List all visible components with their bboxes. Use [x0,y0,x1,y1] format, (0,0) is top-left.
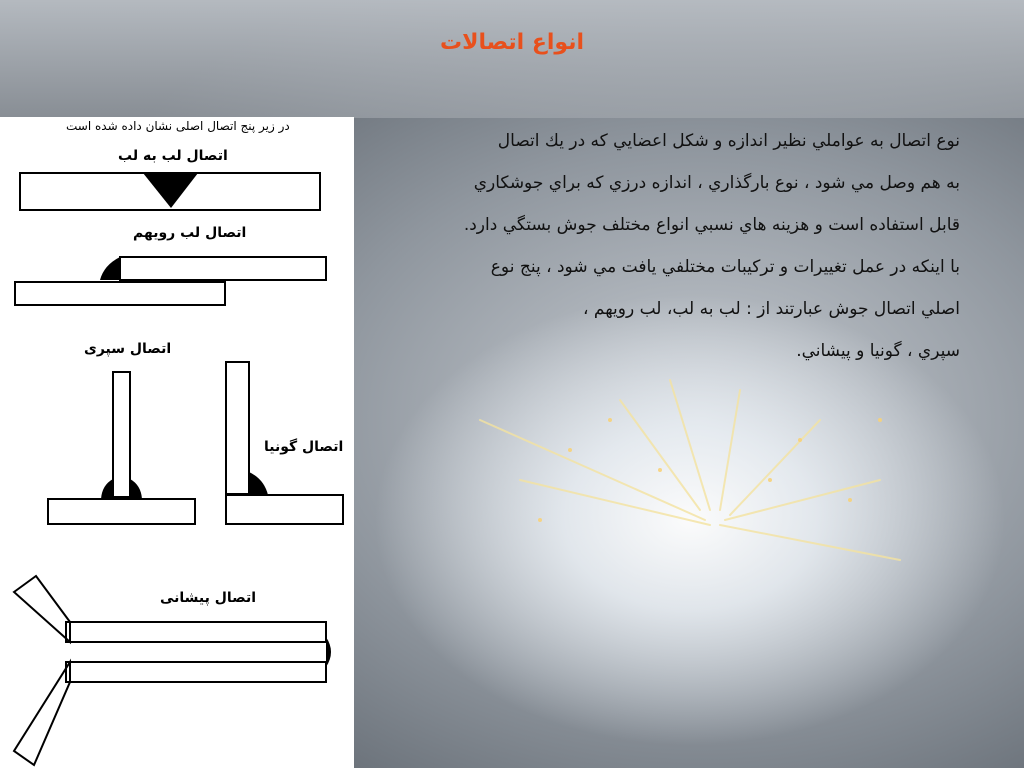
edge-joint-label: اتصال پیشانی [160,590,257,606]
edge-joint-lower-bar [66,662,326,682]
corner-joint-vertical-plate [226,362,249,494]
slide-paragraph [380,120,960,372]
slide-header-band [0,0,1024,118]
edge-joint-upper-flare [14,576,70,642]
lap-joint-lower-plate [15,282,225,305]
tee-joint-base [48,499,195,524]
lap-joint-upper-plate [120,257,326,280]
corner-joint-base [226,495,343,524]
tee-weld-bead-right [130,479,142,499]
edge-joint-upper-bar [66,622,326,642]
paragraph-line: اصلي اتصال جوش عبارتند از : لب به لب، لب رويهم ، [582,299,960,319]
paragraph-line: سپري ، گونيا و پيشاني. [796,341,960,361]
welding-sparks-background [420,360,940,620]
tee-joint-web [113,372,130,497]
lap-joint-label: اتصال لب رویهم [133,225,247,241]
paragraph-line: با اينكه در عمل تغييرات و تركيبات مختلفي يافت مي شود ، پنج نوع [490,257,960,277]
slide-title: انواع اتصالات [439,30,585,55]
butt-weld-bead [143,173,198,208]
edge-weld-bead [326,637,331,667]
butt-joint-label: اتصال لب به لب [118,148,228,164]
tee-joint-label: اتصال سپری [84,341,172,357]
weld-joint-types-figure [0,117,354,768]
edge-joint-lower-flare [14,662,70,765]
corner-joint-label: اتصال گونیا [264,439,344,455]
paragraph-line: به هم وصل مي شود ، نوع بارگذاري ، اندازه درزي كه براي جوشكاري [473,173,960,193]
paragraph-line: قابل استفاده است و هزينه هاي نسبي انواع مختلف جوش بستگي دارد. [463,215,960,235]
tee-weld-bead-left [101,479,113,499]
corner-weld-bead [249,472,268,495]
paragraph-line: نوع اتصال به عواملي نظير اندازه و شكل اعضايي كه در يك اتصال [497,131,960,151]
lap-weld-bead [100,257,120,280]
figure-caption: در زیر پنج اتصال اصلی نشان داده شده است [66,119,290,133]
